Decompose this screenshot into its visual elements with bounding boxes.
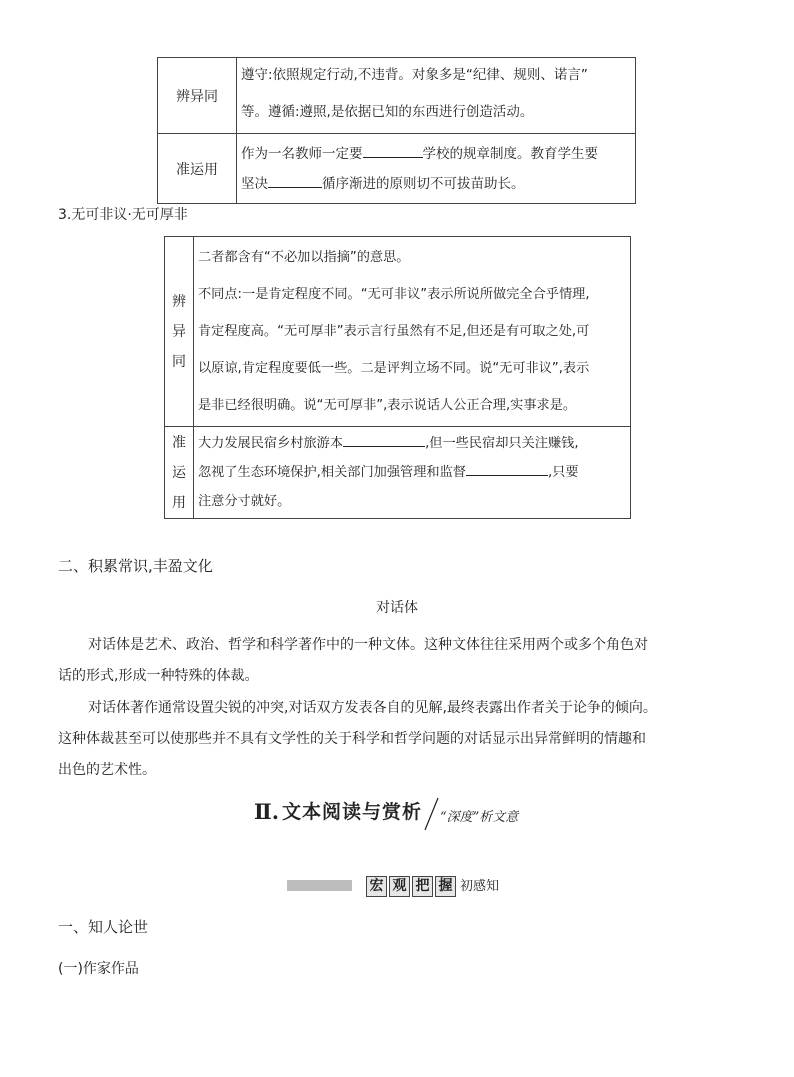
table-zunshou-zunxun bbox=[157, 57, 636, 204]
p2-line-3: 出色的艺术性。 bbox=[58, 762, 156, 778]
table2-analysis-cell bbox=[194, 237, 631, 427]
article-paragraph-2 bbox=[58, 693, 738, 786]
table1-label-zhunyunyong: 准运用 bbox=[158, 134, 237, 204]
table1-usage-line-2: 坚决 循序渐进的原则切不可拔苗助长。 bbox=[241, 169, 631, 199]
part-2-numeral: Ⅱ. bbox=[254, 799, 280, 824]
table2-usage-line-2: 忽视了生态环境保护,相关部门加强管理和监督 ,只要 bbox=[198, 458, 626, 487]
table2-usage-line-1: 大力发展民宿乡村旅游本 ,但一些民宿却只关注赚钱, bbox=[198, 429, 626, 458]
subsection-author-heading: (一)作家作品 bbox=[58, 961, 139, 977]
table2-analysis-line-5: 是非已经很明确。说“无可厚非”,表示说话人公正合理,实事求是。 bbox=[198, 398, 577, 413]
table2-analysis-line-4: 以原谅,肯定程度要低一些。二是评判立场不同。说“无可非议”,表示 bbox=[198, 361, 590, 376]
table2-label-bianyitong: 辨 异 同 bbox=[165, 237, 194, 427]
table1-analysis-cell bbox=[237, 58, 636, 134]
item-3-title: 3.无可非议·无可厚非 bbox=[58, 207, 188, 223]
table2-label-zhunyunyong: 准 运 用 bbox=[165, 427, 194, 519]
macro-banner-suffix: 初感知 bbox=[460, 879, 500, 894]
table1-usage-cell bbox=[237, 134, 636, 204]
p1-line-2: 话的形式,形成一种特殊的体裁。 bbox=[58, 668, 259, 684]
slash-divider-icon bbox=[422, 796, 440, 832]
table2-usage-cell bbox=[194, 427, 631, 519]
table1-analysis-line-2: 等。遵循:遵照,是依据已知的东西进行创造活动。 bbox=[241, 103, 534, 120]
table1-usage-line-1: 作为一名教师一定要 学校的规章制度。教育学生要 bbox=[241, 139, 631, 169]
p1-line-1: 对话体是艺术、政治、哲学和科学著作中的一种文体。这种文体往往采用两个或多个角色对 bbox=[88, 637, 648, 653]
macro-banner bbox=[366, 876, 499, 896]
banner-gray-bar bbox=[287, 880, 352, 891]
p2-line-1: 对话体著作通常设置尖锐的冲突,对话双方发表各自的见解,最终表露出作者关于论争的倾向。 bbox=[88, 700, 657, 716]
table1-label-bianyitong: 辨异同 bbox=[158, 58, 237, 134]
fill-blank-3[interactable] bbox=[343, 432, 425, 447]
fill-blank-1[interactable] bbox=[363, 143, 423, 158]
table2-usage-line-3: 注意分寸就好。 bbox=[198, 494, 291, 509]
section-2-heading: 二、积累常识,丰盈文化 bbox=[58, 557, 213, 575]
macro-char-3: 把 bbox=[412, 876, 433, 897]
table2-analysis-line-3: 肯定程度高。“无可厚非”表示言行虽然有不足,但还是有可取之处,可 bbox=[198, 324, 590, 339]
fill-blank-4[interactable] bbox=[466, 461, 548, 476]
part-2-banner bbox=[254, 796, 574, 836]
fill-blank-2[interactable] bbox=[268, 173, 322, 188]
table2-analysis-line-1: 二者都含有“不必加以指摘”的意思。 bbox=[198, 250, 410, 265]
article-paragraph-1 bbox=[58, 630, 738, 692]
macro-char-1: 宏 bbox=[366, 876, 387, 897]
section-know-heading: 一、知人论世 bbox=[58, 918, 149, 936]
p2-line-2: 这种体裁甚至可以使那些并不具有文学性的关于科学和哲学问题的对话显示出异常鲜明的情趣和 bbox=[58, 731, 646, 747]
article-title: 对话体 bbox=[376, 600, 418, 616]
table2-analysis-line-2: 不同点:一是肯定程度不同。“无可非议”表示所说所做完全合乎情理, bbox=[198, 287, 590, 302]
part-2-title: 文本阅读与赏析 bbox=[282, 801, 423, 823]
table1-analysis-line-1: 遵守:依照规定行动,不违背。对象多是“纪律、规则、诺言” bbox=[241, 66, 588, 83]
macro-char-4: 握 bbox=[435, 876, 456, 897]
part-2-subtitle: “深度”析文意 bbox=[440, 810, 519, 825]
macro-char-2: 观 bbox=[389, 876, 410, 897]
table-wukefeiyi-wukehoufei bbox=[164, 236, 631, 519]
